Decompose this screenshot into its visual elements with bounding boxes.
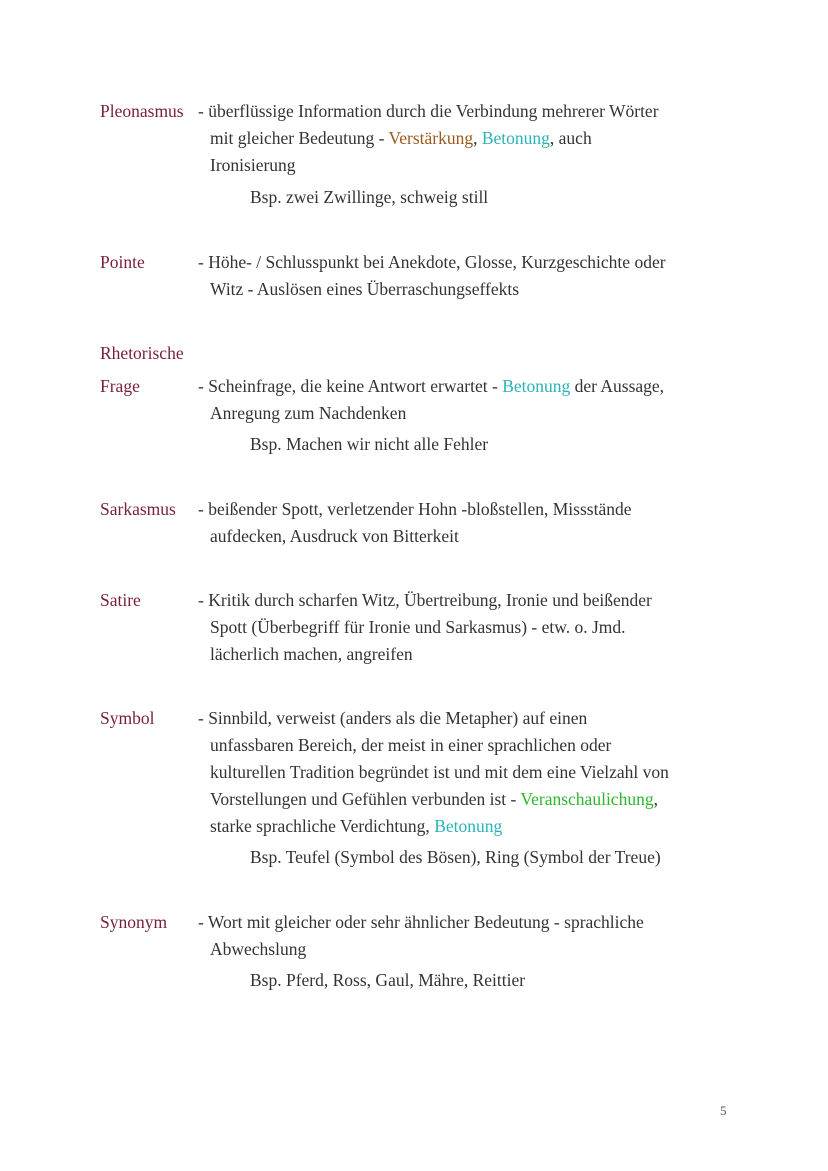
definition-satire xyxy=(198,587,738,668)
definition-pleonasmus xyxy=(198,98,738,179)
text-segment: , auch xyxy=(549,128,592,148)
term-pleonasmus: Pleonasmus xyxy=(100,101,184,121)
definition-line xyxy=(198,373,738,400)
definition-line: unfassbaren Bereich, der meist in einer sprachlichen oder xyxy=(210,735,612,755)
definition-rhetorische-frage xyxy=(198,373,738,427)
term-sarkasmus: Sarkasmus xyxy=(100,499,176,519)
definition-line: - Kritik durch scharfen Witz, Übertreibung, Ironie und beißender xyxy=(198,590,652,610)
term-rhetorische: Rhetorische xyxy=(100,343,184,363)
definition-line xyxy=(198,813,738,840)
definition-line: Spott (Überbegriff für Ironie und Sarkasmus) - etw. o. Jmd. xyxy=(210,617,626,637)
definition-pointe xyxy=(198,249,738,303)
text-segment: , xyxy=(653,789,658,809)
highlight-verstaerkung: Verstärkung xyxy=(388,128,474,148)
definition-line xyxy=(198,786,738,813)
highlight-betonung: Betonung xyxy=(434,816,503,836)
page-number: 5 xyxy=(720,1103,727,1118)
highlight-veranschaulichung: Veranschaulichung xyxy=(520,789,654,809)
example-rhetorische-frage: Bsp. Machen wir nicht alle Fehler xyxy=(250,434,489,454)
text-segment: - Scheinfrage, die keine Antwort erwartet - xyxy=(198,376,503,396)
definition-line: kulturellen Tradition begründet ist und mit dem eine Vielzahl von xyxy=(210,762,669,782)
definition-line: lächerlich machen, angreifen xyxy=(210,644,413,664)
term-synonym: Synonym xyxy=(100,912,168,932)
definition-line: - Wort mit gleicher oder sehr ähnlicher Bedeutung - sprachliche xyxy=(198,912,644,932)
definition-line: Ironisierung xyxy=(210,155,296,175)
definition-line: Anregung zum Nachdenken xyxy=(210,403,407,423)
definition-line: aufdecken, Ausdruck von Bitterkeit xyxy=(210,526,459,546)
highlight-betonung: Betonung xyxy=(481,128,550,148)
definition-line: Abwechslung xyxy=(210,939,307,959)
definition-line: - beißender Spott, verletzender Hohn -bloßstellen, Missstände xyxy=(198,499,632,519)
text-segment: starke sprachliche Verdichtung, xyxy=(210,816,435,836)
highlight-betonung: Betonung xyxy=(502,376,571,396)
term-satire: Satire xyxy=(100,590,141,610)
example-pleonasmus: Bsp. zwei Zwillinge, schweig still xyxy=(250,187,489,207)
example-symbol: Bsp. Teufel (Symbol des Bösen), Ring (Symbol der Treue) xyxy=(250,847,661,867)
text-segment: Vorstellungen und Gefühlen verbunden ist - xyxy=(210,789,521,809)
definition-line xyxy=(198,125,738,152)
definition-line: Witz - Auslösen eines Überraschungseffekts xyxy=(210,279,520,299)
definition-sarkasmus xyxy=(198,496,738,550)
definition-symbol xyxy=(198,705,738,840)
definition-line: - überflüssige Information durch die Verbindung mehrerer Wörter xyxy=(198,101,659,121)
text-segment: , xyxy=(473,128,482,148)
definition-line: - Sinnbild, verweist (anders als die Metapher) auf einen xyxy=(198,708,588,728)
term-frage: Frage xyxy=(100,376,140,396)
term-symbol: Symbol xyxy=(100,708,155,728)
definition-synonym xyxy=(198,909,738,963)
definition-line: - Höhe- / Schlusspunkt bei Anekdote, Glosse, Kurzgeschichte oder xyxy=(198,252,666,272)
example-synonym: Bsp. Pferd, Ross, Gaul, Mähre, Reittier xyxy=(250,970,526,990)
text-segment: der Aussage, xyxy=(570,376,665,396)
term-pointe: Pointe xyxy=(100,252,145,272)
text-segment: mit gleicher Bedeutung - xyxy=(210,128,389,148)
